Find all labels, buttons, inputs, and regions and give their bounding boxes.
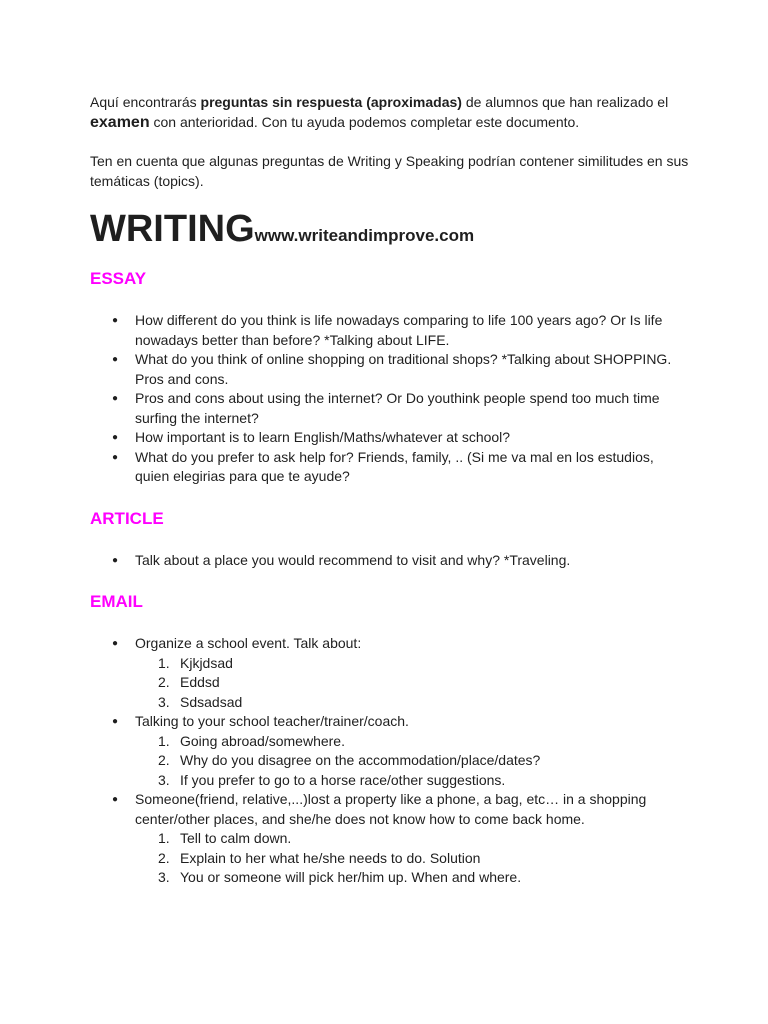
sub-list-item: 1. Kjkjdsad [158,654,233,671]
sub-list-item: 2. Why do you disagree on the accommodation/place/dates? [158,752,541,768]
writing-title: WRITING [90,208,255,250]
writing-url: www.writeandimprove.com [254,226,475,245]
email-heading: EMAIL [90,592,143,611]
email-sublist [135,829,690,888]
intro-text-3: con anterioridad. Con tu ayuda podemos completar este documento. [149,113,580,130]
list-item [90,634,690,712]
sub-list-item: 1. Tell to calm down. [158,830,292,846]
list-item: ● What do you prefer to ask help for? Friends, family, .. (Si me va mal en los estudios, quien elegirias para que te ayude? [90,448,690,487]
list-item: ● Talk about a place you would recommend to visit and why? *Traveling. [90,551,690,571]
list-item [90,712,690,790]
sub-list-item: 3. You or someone will pick her/him up. When and where. [158,869,522,885]
note-paragraph: Ten en cuenta que algunas preguntas de Writing y Speaking podrían contener similitudes en sus temáticas (topics). [90,153,689,189]
intro-text-1: Aquí encontrarás [90,94,201,110]
email-list [90,634,690,888]
list-item: ● What do you think of online shopping on traditional shops? *Talking about SHOPPING. Pros and cons. [90,350,690,389]
email-sublist [135,654,690,713]
sub-list-item: 3. If you prefer to go to a horse race/other suggestions. [158,771,506,788]
intro-bold-examen: examen [90,113,150,131]
email-item-text: Organize a school event. Talk about: [135,635,362,651]
email-item-text: Someone(friend, relative,...)lost a property like a phone, a bag, etc… in a shopping center/other places, and she/he does not know how to come back home. [135,791,647,827]
email-item-text: Talking to your school teacher/trainer/coach. [135,713,409,729]
writing-heading [90,209,690,256]
intro-paragraph [90,93,690,132]
email-sublist [135,732,690,791]
article-list [90,551,690,571]
list-item: ● How different do you think is life nowadays comparing to life 100 years ago? Or Is life nowadays better than before? *Talking about LIFE. [90,311,690,350]
essay-list [90,311,690,487]
sub-list-item: 1. Going abroad/somewhere. [158,732,345,749]
intro-text-2: de alumnos que han realizado el [461,94,669,110]
sub-list-item: 3. Sdsadsad [158,693,243,710]
list-item [90,790,690,888]
essay-heading: ESSAY [90,269,147,288]
sub-list-item: 2. Eddsd [158,674,220,690]
intro-bold-preguntas: preguntas sin respuesta [200,94,363,110]
list-item: ● How important is to learn English/Maths/whatever at school? [90,428,690,448]
list-item: ● Pros and cons about using the internet? Or Do youthink people spend too much time surfing the internet? [90,389,690,428]
intro-bold-aproximadas: (aproximadas) [366,94,462,110]
sub-list-item: 2. Explain to her what he/she needs to do. Solution [158,849,481,866]
article-heading: ARTICLE [90,508,164,528]
document-page [90,93,690,909]
